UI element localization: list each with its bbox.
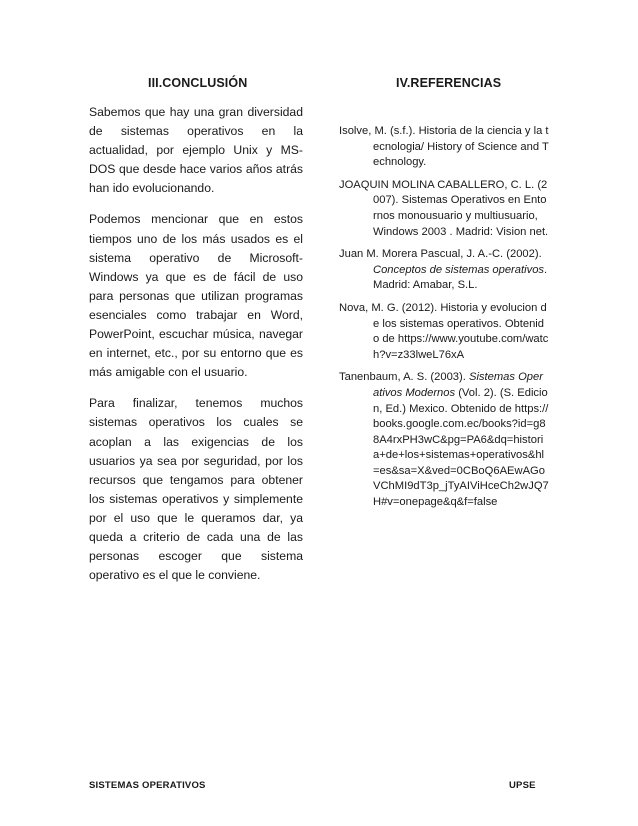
reference-title: Sistemas Operativos Modernos (373, 371, 543, 399)
conclusion-column (89, 103, 303, 597)
reference-item (339, 124, 549, 171)
reference-title: Conceptos de sistemas operativos (373, 263, 545, 276)
reference-text: Nova, M. G. (2012). Historia y evolucion de los sistemas operativos. Obtenido de https://www.youtube.com/watch?v=z33lweL76xA (339, 301, 549, 361)
reference-item (339, 301, 549, 363)
references-column (339, 124, 549, 518)
conclusion-paragraph: Sabemos que hay una gran diversidad de sistemas operativos en la actualidad, por ejemplo Unix y MS-DOS que desde hace varios años atrás han ido evolucionando. (89, 105, 303, 196)
conclusion-paragraph: Podemos mencionar que en estos tiempos uno de los más usados es el sistema operativo de Microsoft-Windows ya que es de fácil de uso para personas que utilizan programas esenciales como trabajar en Word, PowerPoint, escuchar música, navegar en internet, etc., por su entorno que es más amigable con el usuario. (89, 212, 303, 380)
footer-course-title: SISTEMAS OPERATIVOS (89, 780, 206, 791)
conclusion-paragraph: Para finalizar, tenemos muchos sistemas operativos los cuales se acoplan a las exigencias de los usuarios ya sea por seguridad, por los recursos que tengamos para obtener los sistemas operativos y simplemente por el uso que le queramos dar, ya queda a criterio de cada una de las personas escoger que sistema operativo es el que le conviene. (89, 396, 303, 583)
references-heading: IV.REFERENCIAS (396, 76, 502, 90)
reference-text: Juan M. Morera Pascual, J. A.-C. (2002). (339, 248, 542, 261)
reference-item (339, 247, 549, 294)
reference-text: Tanenbaum, A. S. (2003). (339, 371, 469, 384)
footer-institution: UPSE (509, 780, 536, 791)
reference-item (339, 370, 549, 510)
reference-text: Isolve, M. (s.f.). Historia de la ciencia y la tecnologia/ History of Science and Technology. (339, 125, 549, 169)
reference-text: JOAQUIN MOLINA CABALLERO, C. L. (2007). Sistemas Operativos en Entornos monousuario y multiusuario, Windows 2003 . Madrid: Vision net. (339, 178, 549, 238)
conclusion-heading: III.CONCLUSIÓN (148, 76, 248, 90)
reference-text: . Madrid: Amabar, S.L. (373, 263, 548, 292)
reference-text: (Vol. 2). (S. Edicion, Ed.) Mexico. Obtenido de https://books.google.com.ec/books?id=g88A4rxPH3wC&pg=PA6&dq=historia+de+los+sistemas+operativos&hl=es&sa=X&ved=0CBoQ6AEwAGoVChMI9dT3p_jTyAIViHceCh2wJQ7H#v=onepage&q&f=false (373, 386, 549, 509)
reference-item (339, 178, 549, 240)
